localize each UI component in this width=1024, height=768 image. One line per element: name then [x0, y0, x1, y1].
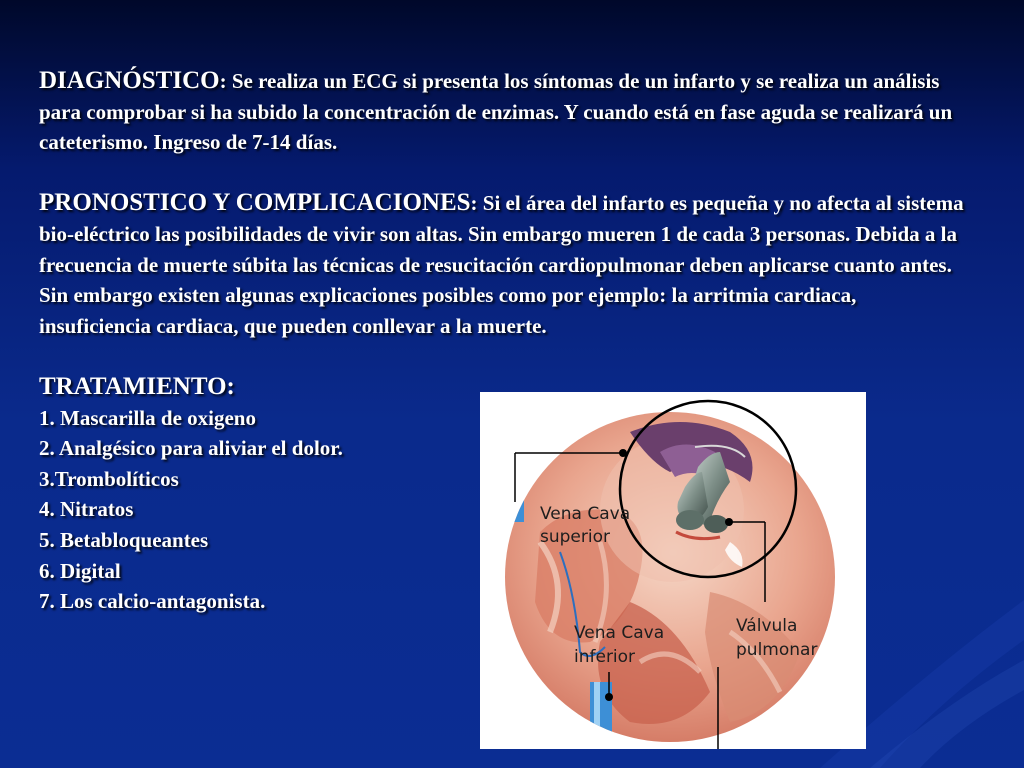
pronostico-heading: PRONOSTICO Y COMPLICACIONES — [39, 189, 471, 217]
vena-cava-inferior-line-1: Vena Cava — [574, 623, 665, 643]
list-item: 1. Mascarilla de oxigeno — [39, 405, 256, 430]
tratamiento-heading: TRATAMIENTO: — [39, 372, 235, 400]
pronostico-body: : Si el área del infarto es pequeña y no afecta al sistema bio-eléctrico las posibilidades de vivir son altas. Sin embargo mueren 1 de cada 3 personas. Debida a la frecuencia de muerte súbita las técnicas de resucitación cardiopulmonar deben aplicarse cuanto antes. Sin embargo existen algunas explicaciones posibles como por ejemplo: la arritmia cardiaca, insuficiencia cardiaca, que pueden conllevar a la muerte. — [39, 191, 964, 338]
vena-cava-inferior-line-2: inferior — [574, 647, 636, 667]
diagnostico-body: : Se realiza un ECG si presenta los síntomas de un infarto y se realiza un análisis para comprobar si ha subido la concentración de enzimas. Y cuando está en fase aguda se realizará un cateterismo. Ingreso de 7-14 días. — [39, 69, 953, 155]
vena-cava-superior-line-2: superior — [540, 527, 610, 547]
pronostico-paragraph — [39, 188, 969, 341]
valvula-pulmonar-line-1: Válvula — [736, 616, 798, 636]
diagnostico-heading: DIAGNÓSTICO — [39, 67, 220, 94]
heart-diagram — [480, 392, 866, 749]
spacer — [39, 341, 969, 372]
list-item: 5. Betabloqueantes — [39, 527, 209, 552]
vena-cava-superior-line-1: Vena Cava — [540, 504, 631, 524]
list-item: 6. Digital — [39, 558, 121, 583]
diagnostico-paragraph — [39, 66, 969, 158]
list-item: 7. Los calcio-antagonista. — [39, 589, 266, 614]
list-item: 2. Analgésico para aliviar el dolor. — [39, 436, 343, 461]
heart-valve-illustration — [480, 392, 866, 749]
list-item: 3.Trombolíticos — [39, 466, 179, 491]
list-item: 4. Nitratos — [39, 497, 134, 522]
spacer — [39, 158, 969, 189]
valvula-pulmonar-line-2: pulmonar — [736, 640, 818, 660]
